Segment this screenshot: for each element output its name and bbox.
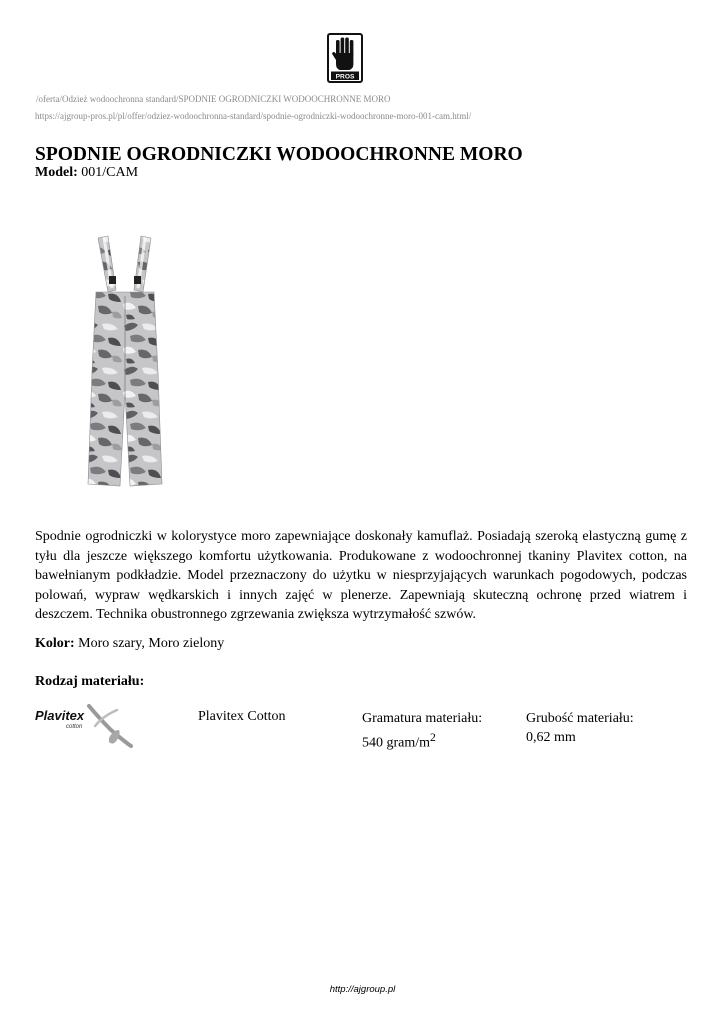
gramature-label: Gramatura materiału: xyxy=(362,711,483,726)
thickness-value: 0,62 mm xyxy=(526,730,576,745)
footer-url[interactable]: http://ajgroup.pl xyxy=(329,984,396,995)
product-description: Spodnie ogrodniczki w kolorystyce moro zapewniające doskonały kamuflaż. Posiadają szeroką elastyczną gumę z tyłu dla jeszcze większego komfortu użytkowania. Produkowane z wodoochronnej tkaniny Plavitex cotton, na bawełnianym podkładzie. Model przeznaczony do użytku w niesprzyjających warunkach pogodowych, podczas polowań, wypraw wędkarskich i innych zajęć w plenerze. Zapewniają skuteczną ochronę przed wiatrem i deszczem. Technika obustronnego zgrzewania zwiększa wytrzymałość szwów. xyxy=(35,529,687,622)
plavitex-logo xyxy=(33,704,137,748)
pros-logo xyxy=(327,33,363,83)
thickness-label: Grubość materiału: xyxy=(526,711,634,726)
product-image xyxy=(82,232,168,494)
thickness xyxy=(526,709,634,747)
breadcrumb: /oferta/Odzież wodoochronna standard/SPODNIE OGRODNICZKI WODOOCHRONNE MORO xyxy=(36,94,391,104)
color-value: Moro szary, Moro zielony xyxy=(78,636,225,651)
gramature-unit-exponent: 2 xyxy=(430,731,436,744)
plavitex-logo-subtext: cotton xyxy=(66,724,83,730)
plavitex-logo-text: Plavitex xyxy=(35,708,85,723)
model-line xyxy=(35,165,138,181)
model-label: Model: xyxy=(35,165,78,180)
color-label: Kolor: xyxy=(35,636,75,651)
logo-text: PROS xyxy=(335,73,355,81)
gramature-value-line xyxy=(362,728,482,753)
color-line xyxy=(35,636,224,652)
page-title: SPODNIE OGRODNICZKI WODOOCHRONNE MORO xyxy=(35,144,523,165)
page-url[interactable]: https://ajgroup-pros.pl/pl/offer/odziez-wodoochronna-standard/spodnie-ogrodniczki-wodoochronne-moro-001-cam.html/ xyxy=(35,111,472,121)
gramature xyxy=(362,709,482,753)
gramature-value: 540 gram/m xyxy=(362,735,431,751)
material-heading: Rodzaj materiału: xyxy=(35,674,145,689)
model-value: 001/CAM xyxy=(81,165,139,180)
material-name: Plavitex Cotton xyxy=(198,709,286,724)
